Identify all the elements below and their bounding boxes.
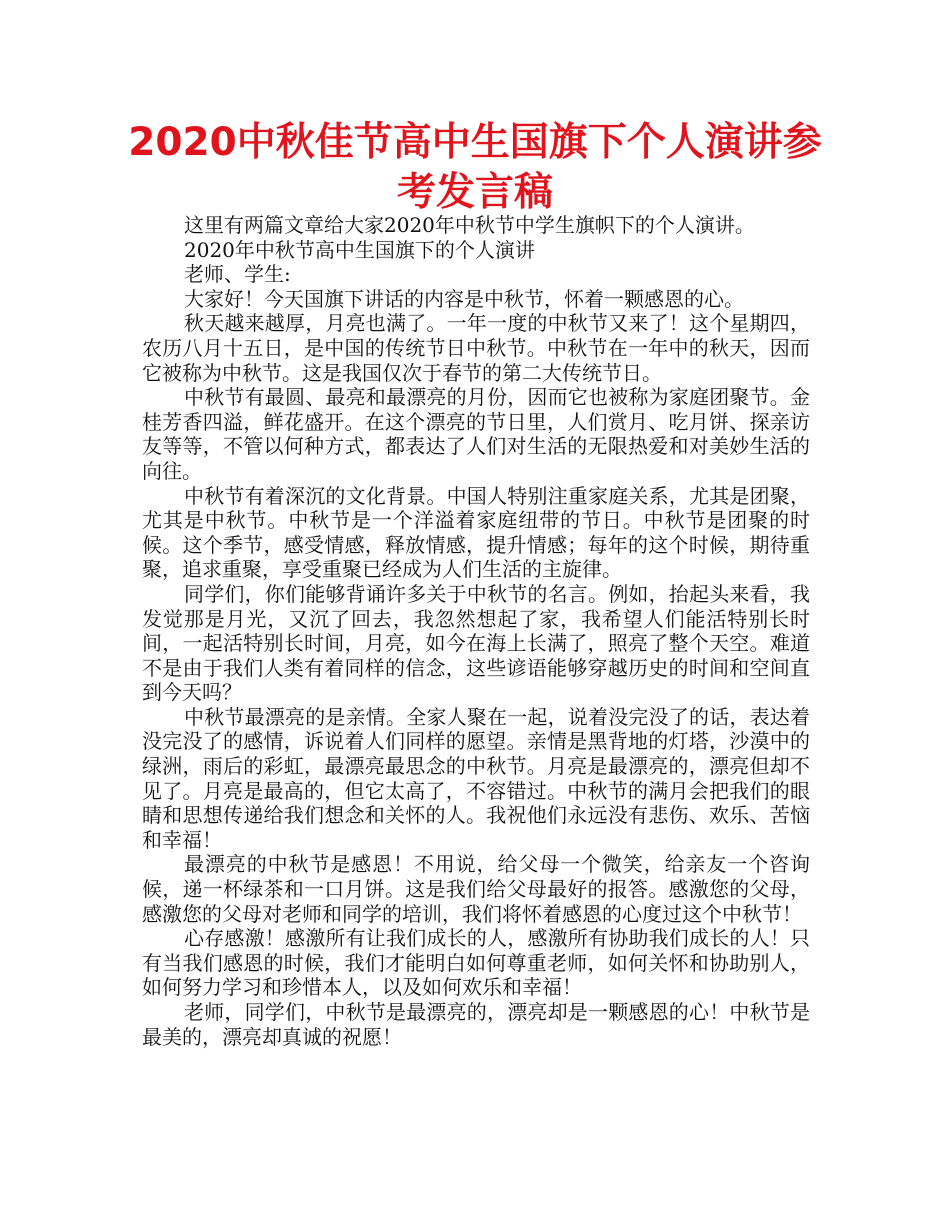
paragraph: 老师，同学们，中秋节是最漂亮的，漂亮却是一颗感恩的心！中秋节是最美的，漂亮却真诚的祝愿！ [142,1000,810,1049]
paragraph: 老师、学生: [184,262,291,287]
paragraph: 中秋节最漂亮的是亲情。全家人聚在一起，说着没完没了的话，表达着没完没了的感情，诉说着人们同样的愿望。亲情是黑背地的灯塔，沙漠中的绿洲，雨后的彩虹，最漂亮最思念的中秋节。月亮是最漂亮的，漂亮但却不见了。月亮是最高的，但它太高了，不容错过。中秋节的满月会把我们的眼睛和思想传递给我们想念和关怀的人。我祝他们永远没有悲伤、欢乐、苦恼和幸福！ [142,704,810,852]
paragraph: 中秋节有着深沉的文化背景。中国人特别注重家庭关系，尤其是团聚，尤其是中秋节。中秋节是一个洋溢着家庭纽带的节日。中秋节是团聚的时候。这个季节，感受情感，释放情感，提升情感；每年的这个时候，期待重聚，追求重聚，享受重聚已经成为人们生活的主旋律。 [142,483,810,582]
paragraph: 最漂亮的中秋节是感恩！不用说，给父母一个微笑，给亲友一个咨询候，递一杯绿茶和一口月饼。这是我们给父母最好的报答。感激您的父母，感激您的父母对老师和同学的培训，我们将怀着感恩的心度过这个中秋节！ [142,852,810,926]
paragraph: 同学们，你们能够背诵许多关于中秋节的名言。例如，抬起头来看，我发觉那是月光，又沉了回去，我忽然想起了家，我希望人们能活特别长时间，一起活特别长时间，月亮，如今在海上长满了，照亮了整个天空。难道不是由于我们人类有着同样的信念，这些谚语能够穿越历史的时间和空间直到今天吗？ [142,581,810,705]
paragraph: 秋天越来越厚，月亮也满了。一年一度的中秋节又来了！这个星期四，农历八月十五日，是中国的传统节日中秋节。中秋节在一年中的秋天，因而它被称为中秋节。这是我国仅次于春节的第二大传统节日。 [142,311,810,385]
paragraph: 大家好！今天国旗下讲话的内容是中秋节，怀着一颗感恩的心。 [184,286,744,311]
document-title: 2020中秋佳节高中生国旗下个人演讲参考发言稿 [128,120,822,215]
paragraph: 这里有两篇文章给大家2020年中秋节中学生旗帜下的个人演讲。 [184,213,755,237]
document-body [142,213,810,1049]
paragraph: 中秋节有最圆、最亮和最漂亮的月份，因而它也被称为家庭团聚节。金桂芳香四溢，鲜花盛开。在这个漂亮的节日里，人们赏月、吃月饼、探亲访友等等，不管以何种方式，都表达了人们对生活的无限热爱和对美妙生活的向往。 [142,385,810,483]
paragraph: 心存感激！感激所有让我们成长的人，感激所有协助我们成长的人！只有当我们感恩的时候，我们才能明白如何尊重老师，如何关怀和协助别人，如何努力学习和珍惜本人，以及如何欢乐和幸福！ [142,926,810,1000]
paragraph: 2020年中秋节高中生国旗下的个人演讲 [184,237,535,262]
